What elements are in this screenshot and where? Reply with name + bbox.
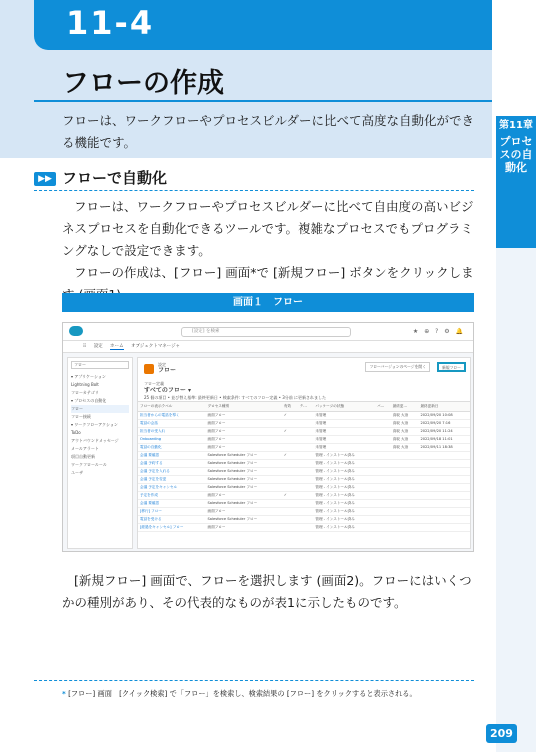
table-cell: [391, 491, 419, 499]
header-tools-icons[interactable]: ★ ⊕ ? ⚙ 🔔: [412, 328, 465, 335]
table-cell: 管理 - インストール済み: [313, 475, 375, 483]
table-cell[interactable]: 電話の会話: [138, 419, 206, 427]
column-header[interactable]: バ...: [375, 402, 391, 411]
double-arrow-icon: ▶▶: [34, 172, 56, 186]
sidebar-item[interactable]: Lightning Bolt: [71, 382, 99, 387]
sidebar-item-flow[interactable]: フロー: [71, 405, 129, 413]
table-cell: [418, 475, 470, 483]
table-cell: 管理 - インストール済み: [313, 459, 375, 467]
table-cell[interactable]: [移行] フロー: [138, 507, 206, 515]
table-header-row: [138, 402, 470, 411]
flow-list-panel: [137, 357, 471, 549]
table-cell: 高坂 大治: [391, 411, 419, 419]
table-cell: 高坂 大治: [391, 427, 419, 435]
table-cell: [391, 451, 419, 459]
sidebar-item[interactable]: ワークフロールール: [71, 462, 107, 467]
table-cell[interactable]: 担当者の受入れ: [138, 427, 206, 435]
table-cell: 2022/09/18 11:01: [418, 435, 470, 443]
table-cell: [282, 523, 298, 531]
table-cell: Salesforce Scheduler フロー: [206, 451, 282, 459]
sidebar-item[interactable]: ▾ ワークフローアクション: [71, 422, 118, 427]
table-cell: [298, 419, 314, 427]
table-cell: [418, 499, 470, 507]
table-cell: [375, 515, 391, 523]
search-input[interactable]: [設定] を検索: [181, 327, 351, 337]
table-cell: 管理 - インストール済み: [313, 523, 375, 531]
table-row[interactable]: [138, 499, 470, 507]
nav-item-home[interactable]: ホーム: [110, 344, 124, 349]
table-cell: ✓: [282, 451, 298, 459]
table-cell: [282, 419, 298, 427]
page-number: 209: [486, 724, 517, 743]
table-cell: 画面フロー: [206, 443, 282, 451]
table-cell: 画面フロー: [206, 411, 282, 419]
table-cell: 2022/09/20 10:08: [418, 411, 470, 419]
table-cell: ✓: [282, 427, 298, 435]
sidebar-item[interactable]: ▾ アプリケーション: [71, 374, 106, 379]
table-cell: Salesforce Scheduler フロー: [206, 515, 282, 523]
screenshot-figure: [62, 322, 474, 552]
table-row[interactable]: [138, 411, 470, 419]
table-cell: [298, 451, 314, 459]
table-cell: [418, 459, 470, 467]
table-cell: [375, 427, 391, 435]
table-cell: [391, 507, 419, 515]
table-cell: [298, 427, 314, 435]
table-cell: [418, 507, 470, 515]
flow-table-body: [138, 411, 470, 531]
open-version-page-button[interactable]: フローバージョンのページを開く: [365, 362, 430, 372]
table-cell: 管理 - インストール済み: [313, 515, 375, 523]
table-cell: 高坂 大治: [391, 443, 419, 451]
table-cell: [418, 491, 470, 499]
table-row[interactable]: [138, 483, 470, 491]
new-flow-button[interactable]: 新規フロー: [437, 362, 466, 372]
table-cell: 2022/09/20 11:24: [418, 427, 470, 435]
table-cell: 未管理: [313, 411, 375, 419]
table-cell: [391, 475, 419, 483]
table-cell: 高坂 大治: [391, 419, 419, 427]
table-cell: [298, 483, 314, 491]
nav-item-object-manager[interactable]: オブジェクトマネージャ: [131, 344, 181, 349]
table-cell: 画面フロー: [206, 491, 282, 499]
table-cell: [282, 459, 298, 467]
table-cell: 未管理: [313, 435, 375, 443]
body-paragraph-2: フローの作成は、[フロー] 画面*で [新規フロー] ボタンをクリックしま: [74, 265, 474, 280]
table-cell[interactable]: 会議 予定を変更: [138, 475, 206, 483]
table-cell: 管理 - インストール済み: [313, 491, 375, 499]
table-cell: [282, 483, 298, 491]
column-header[interactable]: 最終更...: [391, 402, 419, 411]
table-cell: [375, 523, 391, 531]
table-cell[interactable]: 電話の自動化: [138, 443, 206, 451]
cloud-logo-icon: [69, 326, 83, 336]
view-name[interactable]: すべてのフロー ▾: [144, 387, 191, 394]
column-header[interactable]: 最終更新日: [418, 402, 470, 411]
table-cell: [298, 507, 314, 515]
sf-header: [63, 323, 473, 341]
table-cell: [375, 419, 391, 427]
column-header[interactable]: テ...: [298, 402, 314, 411]
table-cell: [298, 515, 314, 523]
table-cell: [391, 483, 419, 491]
chapter-label: 第11章: [499, 120, 533, 131]
table-cell: 画面フロー: [206, 523, 282, 531]
column-header[interactable]: フローの表示ラベル: [138, 402, 206, 411]
setup-sidebar: [67, 357, 133, 549]
table-cell: [282, 515, 298, 523]
table-cell[interactable]: [経過をキャンセル] フロー: [138, 523, 206, 531]
chapter-title: プロセスの自動化: [499, 135, 533, 174]
section-number: 11-4: [66, 4, 155, 42]
table-cell: 高坂 大治: [391, 435, 419, 443]
object-name: フロー: [158, 367, 177, 374]
table-cell: [282, 467, 298, 475]
page-title: フローの作成: [62, 68, 224, 99]
table-cell[interactable]: 予定を作成: [138, 491, 206, 499]
body-paragraph-3: [新規フロー] 画面で、フローを選択します (画面2)。フローにはいくつかの種別があり、その代表的なものが表1に示したものです。: [62, 573, 472, 610]
table-cell: [418, 523, 470, 531]
table-cell: 管理 - インストール済み: [313, 483, 375, 491]
table-cell: [298, 411, 314, 419]
table-cell: ✓: [282, 411, 298, 419]
column-header[interactable]: パッケージの状態: [313, 402, 375, 411]
object-title: [158, 362, 176, 374]
table-cell: [391, 459, 419, 467]
view-label: フロー定義: [144, 381, 164, 386]
sidebar-item[interactable]: メールアラート: [71, 446, 99, 451]
table-cell: [298, 475, 314, 483]
table-cell: [282, 507, 298, 515]
table-row[interactable]: [138, 419, 470, 427]
table-cell: 2022/09/11 18:38: [418, 443, 470, 451]
table-cell: [375, 435, 391, 443]
table-cell: [375, 475, 391, 483]
footnote-divider: [34, 680, 474, 681]
body-paragraph-1: フローは、ワークフローやプロセスビルダーに比べて自由度の高いビジネスプロセスを自動化できるツールです。複雑なプロセスでもプログラミングなしで設定できます。: [62, 199, 474, 258]
table-cell: [418, 483, 470, 491]
table-cell: 画面フロー: [206, 419, 282, 427]
table-cell: [391, 523, 419, 531]
table-row[interactable]: [138, 475, 470, 483]
table-cell: [375, 491, 391, 499]
table-cell: 画面フロー: [206, 507, 282, 515]
sidebar-item[interactable]: ToDo: [71, 430, 81, 435]
table-cell: 未管理: [313, 427, 375, 435]
table-row[interactable]: [138, 507, 470, 515]
table-cell[interactable]: 会議 予定をキャンセル: [138, 483, 206, 491]
table-cell: [282, 475, 298, 483]
table-cell: 画面フロー: [206, 427, 282, 435]
sidebar-search-input[interactable]: フロー: [71, 361, 129, 369]
table-row[interactable]: [138, 491, 470, 499]
table-cell: 未管理: [313, 443, 375, 451]
view-note: 25 個の項目 • 並び替え基準: 最終更新日 • 検索条件: すべてのフロー定義 • 3分前 に更新されました: [144, 395, 327, 400]
footnote-text: [フロー] 画面 [クイック検索] で「フロー」を検索し、検索結果の [フロー] をクリックすると表示される。: [68, 689, 417, 698]
table-cell: [375, 499, 391, 507]
section-heading: フローで自動化: [62, 169, 168, 187]
table-cell: [375, 467, 391, 475]
sf-nav-bar: [63, 341, 473, 353]
table-cell: [375, 411, 391, 419]
object-label: 設定: [158, 362, 166, 367]
footnote: [62, 688, 492, 699]
table-cell[interactable]: 会議 予定を入れる: [138, 467, 206, 475]
table-cell: [282, 435, 298, 443]
title-divider: [34, 100, 492, 102]
flow-object-icon: [144, 364, 154, 374]
table-row[interactable]: [138, 451, 470, 459]
table-row[interactable]: [138, 435, 470, 443]
table-cell: 画面フロー: [206, 435, 282, 443]
nav-item-setup[interactable]: 設定: [93, 344, 103, 349]
heading-divider: [34, 190, 474, 191]
side-stripe: [496, 248, 536, 752]
table-cell: [391, 467, 419, 475]
list-view-header: [138, 358, 470, 402]
figure-caption: 画面１ フロー: [62, 293, 474, 312]
column-header[interactable]: 有効: [282, 402, 298, 411]
sidebar-item[interactable]: ▾ プロセスの自動化: [71, 398, 107, 403]
table-cell[interactable]: 担当者からの電話を導く: [138, 411, 206, 419]
table-cell: [375, 451, 391, 459]
chapter-side-tab: [496, 116, 536, 248]
table-cell: [298, 459, 314, 467]
lead-text: フローは、ワークフローやプロセスビルダーに比べて高度な自動化ができる機能です。: [62, 113, 475, 150]
table-cell: [375, 483, 391, 491]
sidebar-item[interactable]: ユーザ: [71, 470, 83, 475]
sidebar-item[interactable]: アウトバウンドメッセージ: [71, 438, 119, 443]
table-cell: [282, 499, 298, 507]
table-cell: [391, 515, 419, 523]
column-header[interactable]: プロセス種別: [206, 402, 282, 411]
table-cell: Salesforce Scheduler フロー: [206, 459, 282, 467]
table-cell: Salesforce Scheduler フロー: [206, 467, 282, 475]
table-cell[interactable]: 会議 要確認: [138, 451, 206, 459]
table-row[interactable]: [138, 523, 470, 531]
table-cell: Salesforce Scheduler フロー: [206, 483, 282, 491]
table-cell: 2022/09/20 7:16: [418, 419, 470, 427]
sidebar-item[interactable]: 項目自動更新: [71, 454, 95, 459]
table-cell: [282, 443, 298, 451]
footnote-mark: *: [62, 689, 66, 698]
table-cell: [298, 443, 314, 451]
app-launcher-icon[interactable]: ⠿: [83, 344, 87, 349]
table-cell: [391, 499, 419, 507]
table-row[interactable]: [138, 459, 470, 467]
table-cell: [418, 467, 470, 475]
table-cell: 未管理: [313, 419, 375, 427]
table-cell: [298, 499, 314, 507]
table-cell[interactable]: 会議 要確認: [138, 499, 206, 507]
table-cell: [298, 435, 314, 443]
table-cell: [298, 467, 314, 475]
table-cell: [375, 459, 391, 467]
table-cell: 管理 - インストール済み: [313, 499, 375, 507]
table-cell: [375, 443, 391, 451]
table-row[interactable]: [138, 443, 470, 451]
table-row[interactable]: [138, 515, 470, 523]
table-cell: [298, 491, 314, 499]
table-cell[interactable]: Onboarding: [138, 435, 206, 443]
table-cell: [418, 515, 470, 523]
table-cell: 管理 - インストール済み: [313, 467, 375, 475]
table-cell: Salesforce Scheduler フロー: [206, 499, 282, 507]
sidebar-item[interactable]: フローカテゴリ: [71, 390, 99, 395]
list-view-title: [144, 380, 326, 401]
table-row[interactable]: [138, 467, 470, 475]
table-cell[interactable]: 電話を受ける: [138, 515, 206, 523]
table-cell: ✓: [282, 491, 298, 499]
table-cell: [375, 507, 391, 515]
flow-table: [138, 402, 470, 532]
table-cell: 管理 - インストール済み: [313, 507, 375, 515]
table-row[interactable]: [138, 427, 470, 435]
sidebar-item[interactable]: フロー接続: [71, 414, 91, 419]
table-cell: [418, 451, 470, 459]
table-cell: Salesforce Scheduler フロー: [206, 475, 282, 483]
table-cell: 管理 - インストール済み: [313, 451, 375, 459]
table-cell[interactable]: 会議 予約する: [138, 459, 206, 467]
table-cell: [298, 523, 314, 531]
